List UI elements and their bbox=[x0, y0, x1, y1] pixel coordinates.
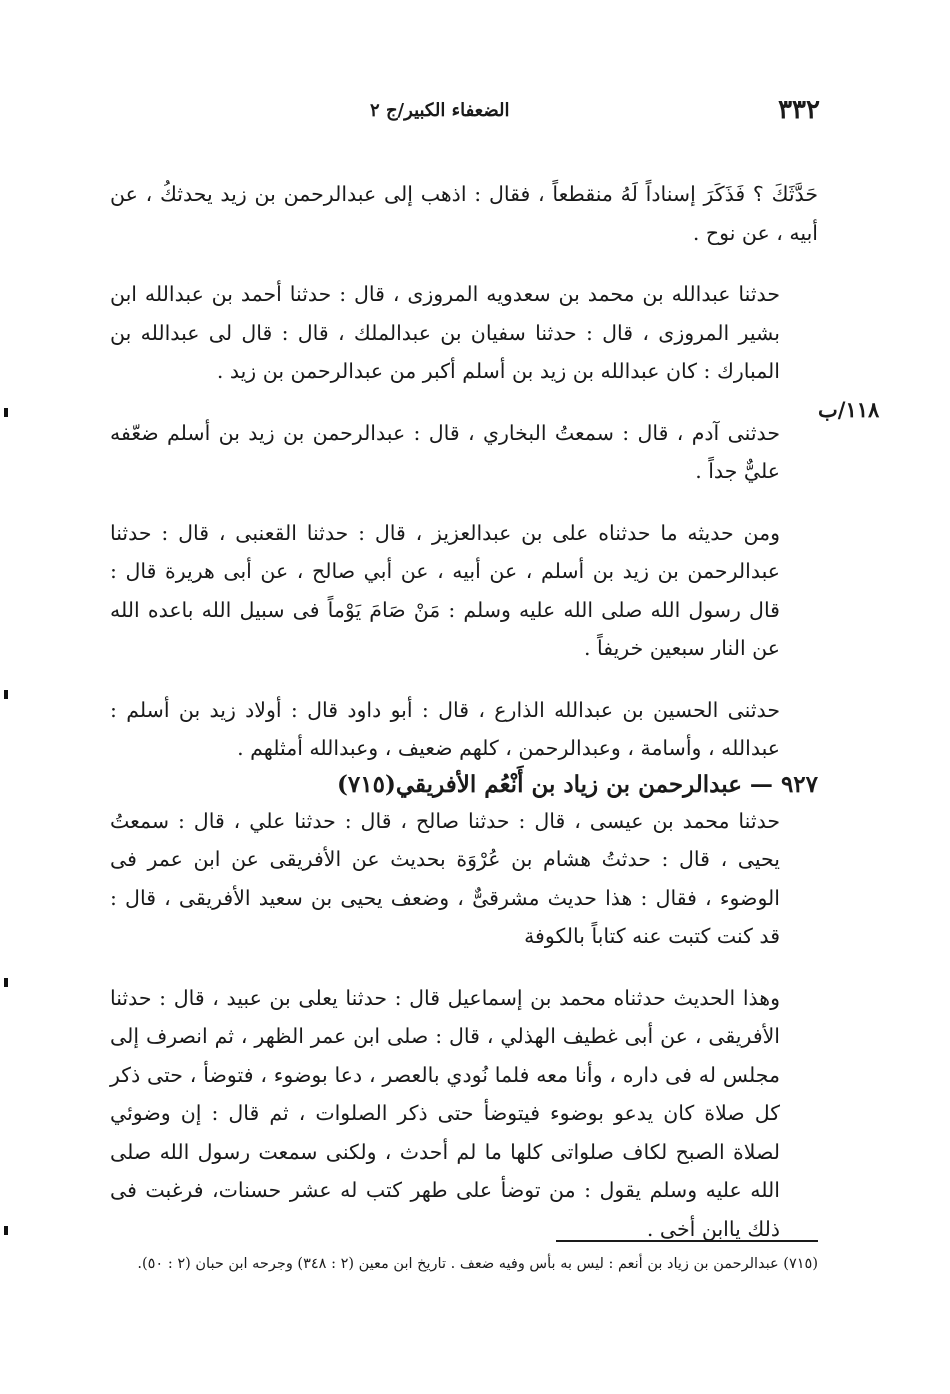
page-header bbox=[110, 90, 820, 130]
footnote: (٧١٥) عبدالرحمن بن زياد بن أنعم : ليس به بأس وفيه ضعف . تاريخ ابن معين (٢ : ٣٤٨) وجرحه ابن حبان (٢ : ٥٠). bbox=[137, 1256, 818, 1272]
paragraph-3: حدثنى آدم ، قال : سمعتُ البخاري ، قال : عبدالرحمن بن زيد بن أسلم ضعّفه عليٌّ جداً . bbox=[110, 420, 780, 483]
entry-paragraph-2: وهذا الحديث حدثناه محمد بن إسماعيل قال : حدثنا يعلى بن عبيد ، قال : حدثنا الأفريقى ، عن أبى غطيف الهذلي ، قال : صلى ابن عمر الظهر ، ثم انصرف إلى مجلس له فى داره ، وأنا معه فلما نُودي بالعصر ، دعا بوضوء ، فتوضأ ، حتى ذكر كل صلاة كان يدعو بوضوء فيتوضأ حتى ذكر الصلوات ، ثم قال : إن وضوئي لصلاة الصبح لكاف صلواتى كلها ما لم أحدث ، ولكنى سمعت رسول الله صلى الله عليه وسلم يقول : من توضأ على طهر كتب له عشر حسنات، فرغبت فى ذلك ياابن أخى . bbox=[110, 985, 780, 1241]
footnote-divider bbox=[556, 1240, 818, 1242]
paragraph-1: حَدَّثَكَ ؟ فَذَكَرَ إسناداً لَهُ منقطعاً ، فقال : اذهب إلى عبدالرحمن بن زيد يحدثكُ ، عن أبيه ، عن نوح . bbox=[110, 182, 818, 245]
margin-mark bbox=[4, 408, 8, 417]
manuscript-folio-note: ١١٨/ب bbox=[818, 397, 880, 422]
main-text bbox=[110, 175, 818, 1248]
margin-mark bbox=[4, 978, 8, 987]
entry-paragraph-1: حدثنا محمد بن عيسى ، قال : حدثنا صالح ، قال : حدثنا علي ، قال : سمعتُ يحيى ، قال : حدثتُ هشام بن عُرْوَة بحديث عن الأفريقى عن ابن عمر فى الوضوء ، فقال : هذا حديث مشرقىٌّ ، وضعف يحيى بن سعيد الأفريقى ، قال : قد كنت كتبت عنه كتاباً بالكوفة bbox=[110, 808, 780, 948]
paragraph-5: حدثنى الحسين بن عبدالله الذارع ، قال : أبو داود قال : أولاد زيد بن أسلم : عبدالله ، وأسامة ، وعبدالرحمن ، كلهم ضعيف ، وعبدالله أمثلهم . bbox=[110, 697, 780, 760]
margin-mark bbox=[4, 1226, 8, 1235]
paragraph-4: ومن حديثه ما حدثناه على بن عبدالعزيز ، قال : حدثنا القعنبى ، قال : حدثنا عبدالرحمن بن زيد بن أسلم ، عن أبيه ، عن أبي صالح ، عن أبى هريرة قال : قال رسول الله صلى الله عليه وسلم : مَنْ صَامَ يَوْماً فى سبيل الله باعده الله عن النار سبعين خريفاً . bbox=[110, 520, 780, 660]
running-head: الضعفاء الكبير/ج ٢ bbox=[370, 99, 510, 121]
entry-heading: ٩٢٧ — عبدالرحمن بن زياد بن أَنْعُم الأفريقي(٧١٥) bbox=[337, 770, 818, 798]
page-number: ٣٣٢ bbox=[778, 95, 820, 125]
margin-mark bbox=[4, 690, 8, 699]
paragraph-2: حدثنا عبدالله بن محمد بن سعدويه المروزى ، قال : حدثنا أحمد بن عبدالله ابن بشير المروزى ، قال : حدثنا سفيان بن عبدالملك ، قال : قال لى عبدالله بن المبارك : كان عبدالله بن زيد بن أسلم أكبر من عبدالرحمن بن زيد . bbox=[110, 282, 780, 383]
